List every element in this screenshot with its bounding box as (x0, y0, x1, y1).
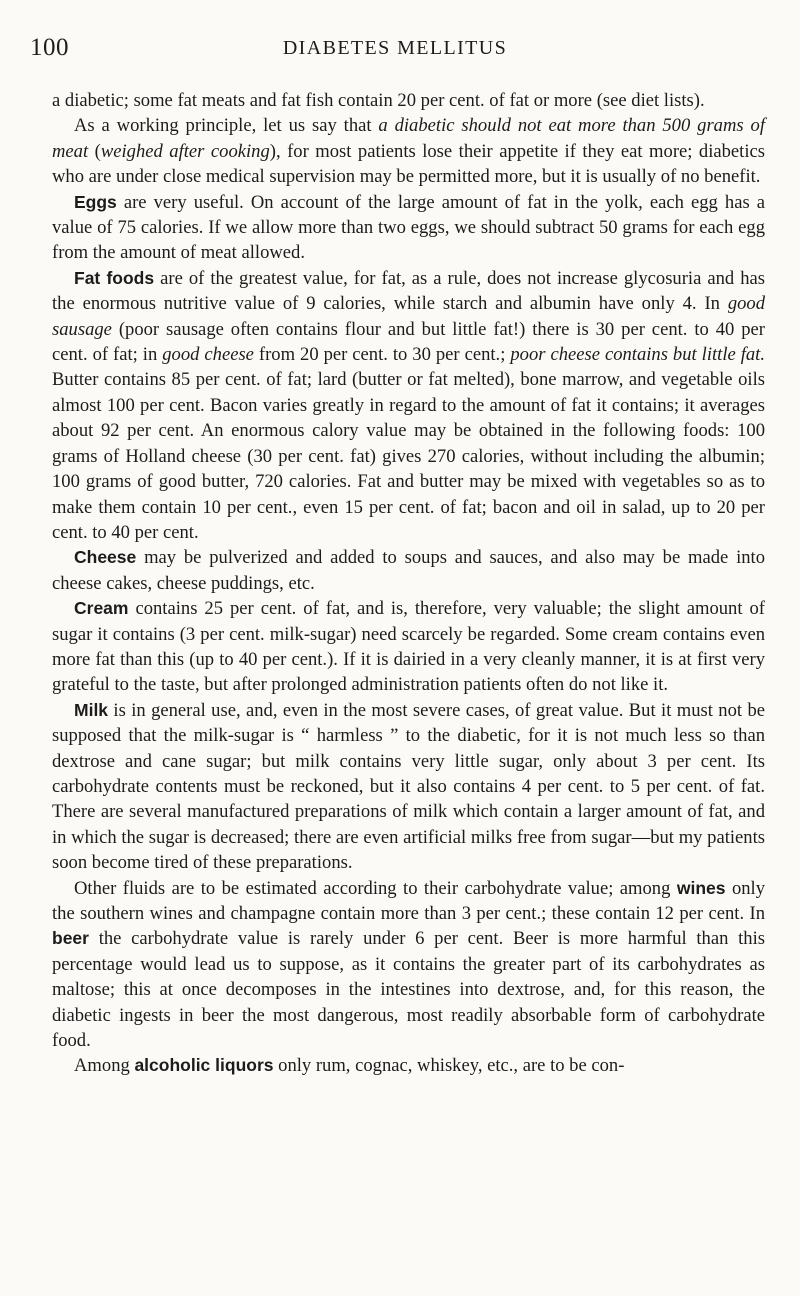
text-run: only rum, cognac, whiskey, etc., are to be con- (273, 1055, 625, 1077)
text-run: Butter contains 85 per cent. of fat; lard (butter or fat melted), bone marrow, and vegetable oils almost 100 per cent. Bacon varies greatly in regard to the amount of fat it contains; it averages about 92 per cent. An enormous calory value may be obtained in the following foods: 100 grams of Holland cheese (30 per cent. fat) gives 270 calories, without including the albumin; 100 grams of good butter, 720 calories. Fat and butter may be mixed with vegetables so as to make them contain 10 per cent., even 15 per cent. of fat; bacon and oil in salad, up to 20 per cent. to 40 per cent. (52, 369, 765, 543)
running-head (30, 34, 730, 64)
text-run: the carbohydrate value is rarely under 6 per cent. Beer is more harmful than this percentage would lead us to suppose, as it contains the greater part of its carbohydrates as maltose; this at once decomposes in the intestines into dextrose, and, for this reason, the diabetic ingests in beer the most dangerous, most readily absorbable form of carbohydrate food. (52, 928, 765, 1052)
paragraph (52, 876, 765, 1054)
paragraph (52, 1053, 765, 1078)
text-run: are of the greatest value, for fat, as a rule, does not increase glycosuria and has the enormous nutritive value of 9 calories, while starch and albumin have only 4. In (52, 267, 765, 315)
text-run: are very useful. On account of the large amount of fat in the yolk, each egg has a value of 75 calories. If we allow more than two eggs, we should subtract 50 grams for each egg from the amount of meat allowed. (52, 191, 765, 264)
text-run: only the southern wines and champagne contain more than 3 per cent.; these contain 12 per cent. In (52, 877, 765, 924)
running-title: DIABETES MELLITUS (282, 37, 508, 59)
body-text (52, 88, 765, 1079)
text-run: (poor sausage often contains flour and but little fat!) there is 30 per cent. to 40 per cent. of fat; in (52, 318, 765, 366)
text-run: a diabetic; some fat meats and fat fish contain 20 per cent. of fat or more (see diet lists). (52, 90, 705, 111)
italic-phrase: good sausage (52, 293, 765, 340)
text-run: is in general use, and, even in the most severe cases, of great value. But it must not be supposed that the milk-sugar is “ harmless ” to the diabetic, for it is not much less so than dextrose and cane sugar; but milk contains very little sugar, only about 3 per cent. Its carbohydrate contents must be reckoned, but it also contains 4 per cent. to 5 per cent. of fat. There are several manufactured preparations of milk which contain a larger amount of fat, and in which the sugar is decreased; there are even artificial milks free from sugar—but my patients soon become tired of these preparations. (52, 699, 765, 874)
run-in-heading: Eggs (74, 191, 117, 212)
text-run: may be pulverized and added to soups and sauces, and also may be made into cheese cakes, cheese puddings, etc. (52, 547, 765, 594)
run-in-heading: alcoholic liquors (134, 1055, 274, 1076)
run-in-heading: Cheese (74, 547, 137, 568)
text-run: from 20 per cent. to 30 per cent.; (253, 344, 511, 366)
run-in-heading: wines (676, 877, 726, 898)
text-run: ), for most patients lose their appetite if they eat more; diabetics who are under close medical supervision may be permitted more, but it is usually of no benefit. (52, 140, 765, 188)
run-in-heading: Milk (74, 699, 109, 720)
run-in-heading: Fat foods (74, 267, 155, 288)
italic-phrase: a diabetic should not eat more than 500 grams of meat (52, 115, 765, 162)
paragraph (52, 113, 765, 189)
paragraph (52, 266, 765, 545)
paragraph (52, 88, 765, 113)
italic-phrase: poor cheese contains but little fat. (510, 344, 765, 366)
italic-phrase: good cheese (162, 344, 254, 366)
paragraph (52, 190, 765, 266)
run-in-heading: Cream (74, 598, 129, 619)
page-number: 100 (30, 34, 69, 61)
text-run: As a working principle, let us say that (74, 115, 379, 137)
paragraph (52, 698, 765, 876)
text-run: Other fluids are to be estimated according to their carbohydrate value; among (74, 877, 677, 899)
run-in-heading: beer (52, 928, 89, 949)
text-run: ( (88, 140, 101, 162)
text-run: Among (74, 1055, 135, 1077)
paragraph (52, 596, 765, 698)
italic-phrase: weighed after cooking (100, 140, 270, 162)
paragraph (52, 545, 765, 596)
text-run: contains 25 per cent. of fat, and is, therefore, very valuable; the slight amount of sugar it contains (3 per cent. milk-sugar) need scarcely be regarded. Some cream contains even more fat than this (up to 40 per cent.). If it is dairied in a very cleanly manner, it is at first very grateful to the taste, but after prolonged administration patients often do not like it. (52, 598, 765, 696)
